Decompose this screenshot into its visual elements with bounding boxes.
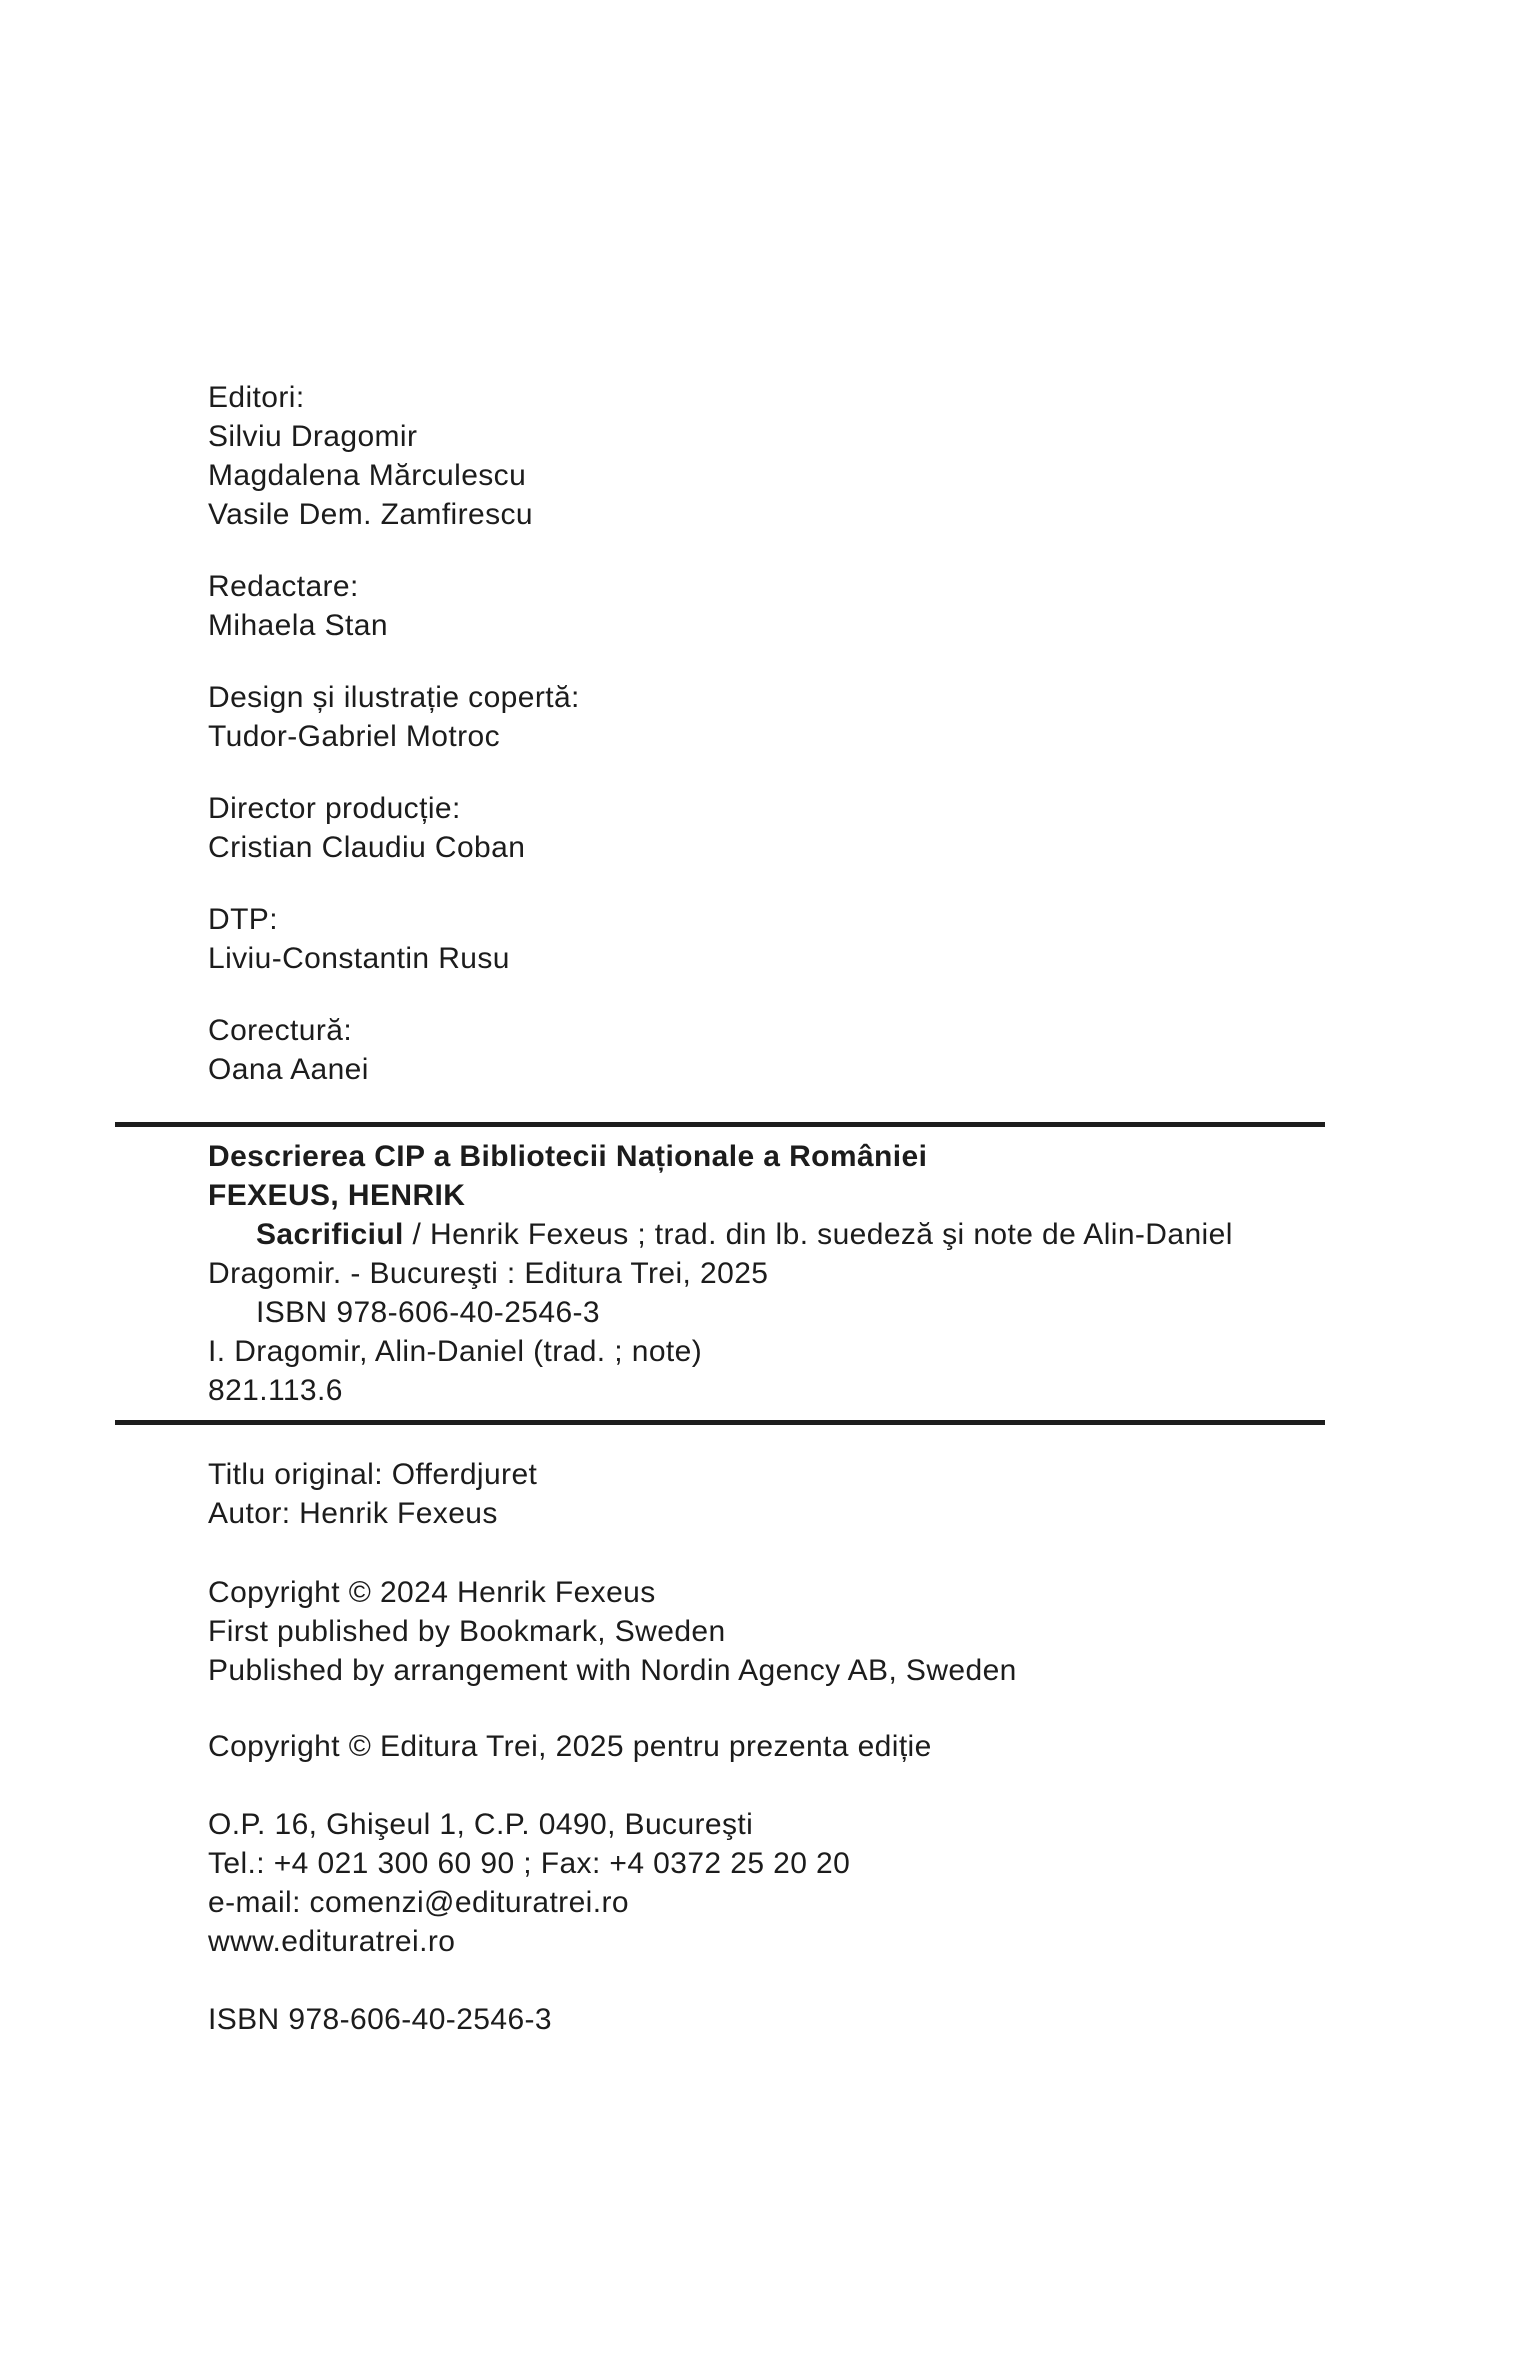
credit-label: Design și ilustrație copertă: xyxy=(208,681,580,714)
cip-body xyxy=(115,1127,1325,1420)
romanian-edition-copyright: Copyright © Editura Trei, 2025 pentru prezenta ediție xyxy=(208,1730,932,1763)
publisher-phone-fax: Tel.: +4 021 300 60 90 ; Fax: +4 0372 25 20 20 xyxy=(208,1847,851,1880)
cip-isbn: ISBN 978-606-40-2546-3 xyxy=(256,1296,601,1329)
credit-name: Tudor-Gabriel Motroc xyxy=(208,720,500,753)
original-title: Titlu original: Offerdjuret xyxy=(208,1458,538,1491)
credit-group-redactare xyxy=(208,567,1526,645)
credit-group-design xyxy=(208,678,1526,756)
cip-box xyxy=(115,1122,1325,1425)
credit-label: Director producție: xyxy=(208,792,461,825)
credit-name: Vasile Dem. Zamfirescu xyxy=(208,498,533,531)
edition-copyright-block xyxy=(208,1727,1526,1766)
credit-label: Redactare: xyxy=(208,570,359,603)
first-published: First published by Bookmark, Sweden xyxy=(208,1615,726,1648)
isbn-line: ISBN 978-606-40-2546-3 xyxy=(208,2003,553,2036)
publisher-address: O.P. 16, Ghişeul 1, C.P. 0490, Bucureşti xyxy=(208,1808,754,1841)
original-author: Autor: Henrik Fexeus xyxy=(208,1497,498,1530)
cip-author-heading: FEXEUS, HENRIK xyxy=(208,1179,466,1212)
arrangement: Published by arrangement with Nordin Agency AB, Sweden xyxy=(208,1654,1017,1687)
credit-name: Liviu-Constantin Rusu xyxy=(208,942,510,975)
credit-name: Oana Aanei xyxy=(208,1053,369,1086)
original-title-block xyxy=(208,1455,1526,1533)
author-copyright: Copyright © 2024 Henrik Fexeus xyxy=(208,1576,656,1609)
publisher-email: e-mail: comenzi@edituratrei.ro xyxy=(208,1886,629,1919)
cip-classification: 821.113.6 xyxy=(208,1374,343,1407)
cip-heading: Descrierea CIP a Bibliotecii Naționale a României xyxy=(208,1140,928,1173)
copyright-block xyxy=(208,1573,1526,1690)
credit-label: Corectură: xyxy=(208,1014,353,1047)
credit-name: Silviu Dragomir xyxy=(208,420,418,453)
credit-group-corectura xyxy=(208,1011,1526,1089)
cip-entry-continuation: Dragomir. - Bucureşti : Editura Trei, 2025 xyxy=(208,1257,769,1290)
credit-name: Magdalena Mărculescu xyxy=(208,459,527,492)
cip-entry-title: Sacrificiul xyxy=(256,1218,404,1251)
cip-entry-rest: / Henrik Fexeus ; trad. din lb. suedeză şi note de Alin-Daniel xyxy=(403,1218,1233,1251)
credit-name: Cristian Claudiu Coban xyxy=(208,831,526,864)
cip-entry-line xyxy=(208,1215,1325,1254)
credit-group-editori xyxy=(208,378,1526,534)
publisher-website: www.edituratrei.ro xyxy=(208,1925,456,1958)
credit-name: Mihaela Stan xyxy=(208,609,388,642)
isbn-block xyxy=(208,2000,1526,2039)
publisher-contact-block xyxy=(208,1805,1526,1961)
credit-label: DTP: xyxy=(208,903,278,936)
cip-rule-bottom xyxy=(115,1420,1325,1425)
credit-group-dtp xyxy=(208,900,1526,978)
credit-label: Editori: xyxy=(208,381,305,414)
credit-group-director-productie xyxy=(208,789,1526,867)
cip-contributor: I. Dragomir, Alin-Daniel (trad. ; note) xyxy=(208,1335,703,1368)
